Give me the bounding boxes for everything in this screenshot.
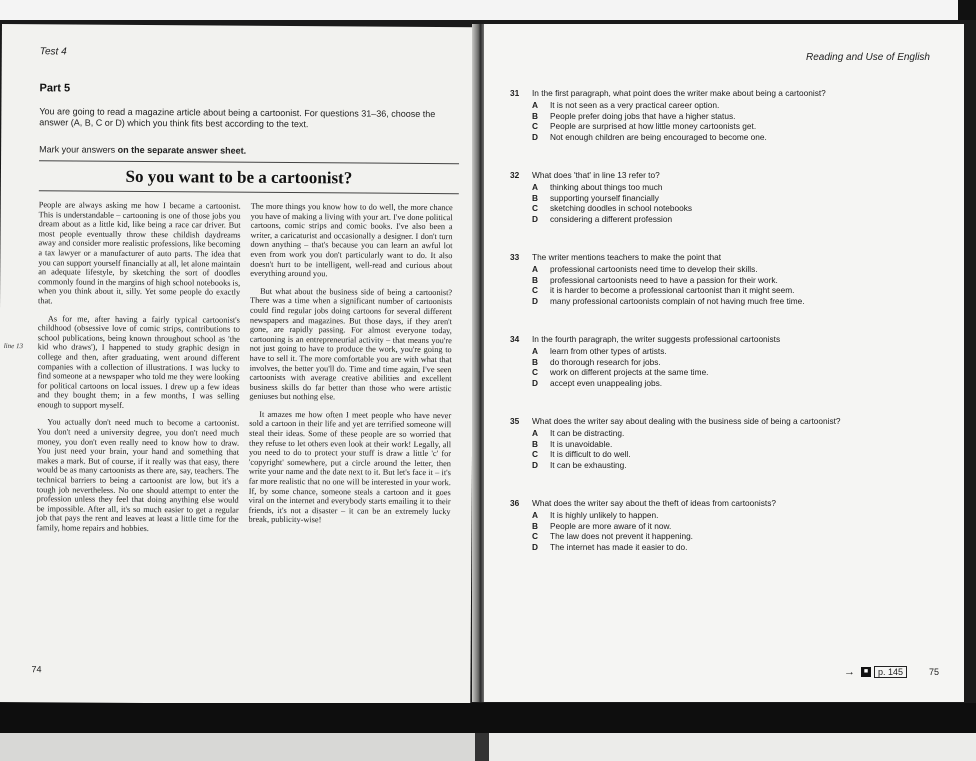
option: D considering a different profession (532, 213, 673, 224)
option: A It can be distracting. (532, 428, 625, 439)
right-page (484, 24, 964, 702)
page-number: 74 (31, 664, 42, 675)
line-marker: line 13 (3, 342, 24, 351)
paragraph: People are always asking me how I became a cartoonist. This is understandable – cartooning is one of those jobs you dream about as a little kid, like being a race car driver. But most people eventually throw these childish daydreams away and consider more realistic professions, like becoming a tax lawyer or a manufacturer of auto parts. The idea that you can support yourself financially at all, let alone maintain an adequate lifestyle, by sketching the sort of doodles commonly found in the margins of high school notebooks is, when you think about it, silly. Yet some people do exactly that. (38, 200, 241, 306)
paragraph: As for me, after having a fairly typical cartoonist's childhood (obsessive love of comic strips, contributions to school publications, being known throughout school as 'the kid who draws'), I happened to study graphic design in college and then, after graduating, went around different companies with a collection of illustrations. I was lucky to find someone at a newspaper who told me they were looking for political cartoons on local issues. I drew up a few ideas and they bought them; in a few months, I was selling enough to support myself. (37, 313, 240, 410)
option: A It is not seen as a very practical career option. (532, 100, 720, 111)
option: D many professional cartoonists complain of not having much free time. (532, 295, 805, 306)
article-column-2 (248, 202, 452, 534)
paragraph: But what about the business side of being a cartoonist? There was a time when a significant number of cartoonists could find regular jobs doing cartoons for several different newspapers and magazines. But those days, if they aren't gone, are rapidly passing. For almost everyone today, cartooning is an entrepreneurial activity – that means you're not just going to have to produce the work, you're going to have to sell it. The more comfortable you are with what that involves, the better you'll do. Time and time again, I've seen cartoonists with average creative abilities and excellent business skills do far better than those who were artistic geniuses but nothing else. (249, 286, 453, 402)
left-page (0, 24, 475, 705)
option: D It can be exhausting. (532, 459, 627, 470)
option: C The law does not prevent it happening. (532, 531, 693, 542)
option: B People prefer doing jobs that have a higher status. (532, 110, 736, 121)
option: B It is unavoidable. (532, 438, 613, 449)
question-34: 34 In the fourth paragraph, the writer suggests professional cartoonists A learn from other types of artists. B do thorough research for jobs. C work on different projects at the same time. D accept even unappealing jobs. (510, 334, 950, 388)
divider (39, 160, 459, 164)
option: A It is highly unlikely to happen. (532, 510, 659, 521)
page-reference: p. 145 (874, 666, 907, 678)
paragraph: It amazes me how often I meet people who have never sold a cartoon in their life and yet are terrified someone will steal their ideas. Some of these people are so worried that they refuse to let others even look at their work! Legally, all you need to do to protect your stuff is draw a little 'c' for 'copyright' somewhere, put a circle around the letter, then write your name and the date next to it. But let's face it – it's far more realistic that no one will be interested in your work. If, by some chance, someone steals a cartoon and it goes viral on the internet and everybody starts emailing it to their friends, it's not a disaster – it can be an extremely lucky break, publicity-wise! (248, 409, 452, 525)
option: A professional cartoonists need time to develop their skills. (532, 264, 758, 275)
option: D The internet has made it easier to do. (532, 541, 688, 552)
option: C it is harder to become a professional cartoonist than it might seem. (532, 285, 795, 296)
question-32: 32 What does 'that' in line 13 refer to? A thinking about things too much B supporting yourself financially C sketching doodles in school notebooks D considering a different profession (510, 170, 950, 224)
option: B do thorough research for jobs. (532, 356, 661, 367)
top-page-strip (0, 0, 976, 20)
paragraph: The more things you know how to do well, the more chance you have of making a living with your art. I've done political cartoons, comic strips and comic books. I've also been a writer, a caricaturist and occasionally a designer. I don't turn down anything – that's because you can learn an awful lot even from work you don't particularly want to do. It also doesn't hurt to be intelligent, well-read and curious about everything around you. (250, 201, 453, 279)
option: B professional cartoonists need to have a passion for their work. (532, 274, 778, 285)
page-footer (844, 666, 939, 678)
part-heading: Part 5 (39, 82, 71, 95)
article-column-1 (36, 200, 240, 542)
option: C People are surprised at how little money cartoonists get. (532, 121, 757, 132)
article-title: So you want to be a cartoonist? (125, 166, 353, 188)
option: B supporting yourself financially (532, 192, 659, 203)
section-header: Reading and Use of English (806, 52, 930, 63)
question-33: 33 The writer mentions teachers to make the point that A professional cartoonists need time to develop their skills. B professional cartoonists need to have a passion for their work. C it is harder to become a professional cartoonist than it might seem. D many professional cartoonists complain of not having much free time. (510, 252, 950, 306)
question-36: 36 What does the writer say about the theft of ideas from cartoonists? A It is highly unlikely to happen. B People are more aware of it now. C The law does not prevent it happening. D The internet has made it easier to do. (510, 498, 950, 552)
option: C work on different projects at the same time. (532, 367, 709, 378)
option: A thinking about things too much (532, 182, 663, 193)
intro-text: You are going to read a magazine article about being a cartoonist. For questions 31–36, choose the answer (A, B, C or D) which you think fits best according to the text. (39, 106, 436, 130)
question-35: 35 What does the writer say about dealing with the business side of being a cartoonist? A It can be distracting. B It is unavoidable. C It is difficult to do well. D It can be exhausting. (510, 416, 950, 470)
divider (39, 190, 459, 194)
option: C It is difficult to do well. (532, 449, 631, 460)
paragraph: You actually don't need much to become a cartoonist. You don't need a university degree, you don't need much money, you don't even really need to know how to draw. You just need your brain, your hand and something that makes a mark. But of course, if it really was that easy, there would be as many cartoonists as there are, say, teachers. The technical barriers to being a cartoonist are low, but it's a tough job nevertheless. No one should attempt to enter the profession unless they feel that doing anything else would be impossible. After all, it's so much easier to get a regular job that pays the rent and leaves at least a little time for the family, home repairs and hobbies. (36, 417, 240, 534)
instruction: Mark your answers on the separate answer sheet. (39, 144, 247, 156)
bottom-page-strip (0, 733, 976, 761)
option: A learn from other types of artists. (532, 346, 667, 357)
option: D Not enough children are being encouraged to become one. (532, 131, 767, 142)
background-bar (0, 703, 976, 733)
question-31: 31 In the first paragraph, what point does the writer make about being a cartoonist? A It is not seen as a very practical career option. B People prefer doing jobs that have a higher status. C People are surprised at how little money cartoonists get. D Not enough children are being encouraged to become one. (510, 88, 950, 142)
option: D accept even unappealing jobs. (532, 377, 663, 388)
page-number: 75 (929, 667, 940, 677)
option: B People are more aware of it now. (532, 520, 672, 531)
reference-square-icon: ■ (861, 667, 871, 677)
option: C sketching doodles in school notebooks (532, 203, 693, 214)
arrow-right-icon: → (844, 666, 855, 678)
test-header: Test 4 (39, 46, 67, 58)
